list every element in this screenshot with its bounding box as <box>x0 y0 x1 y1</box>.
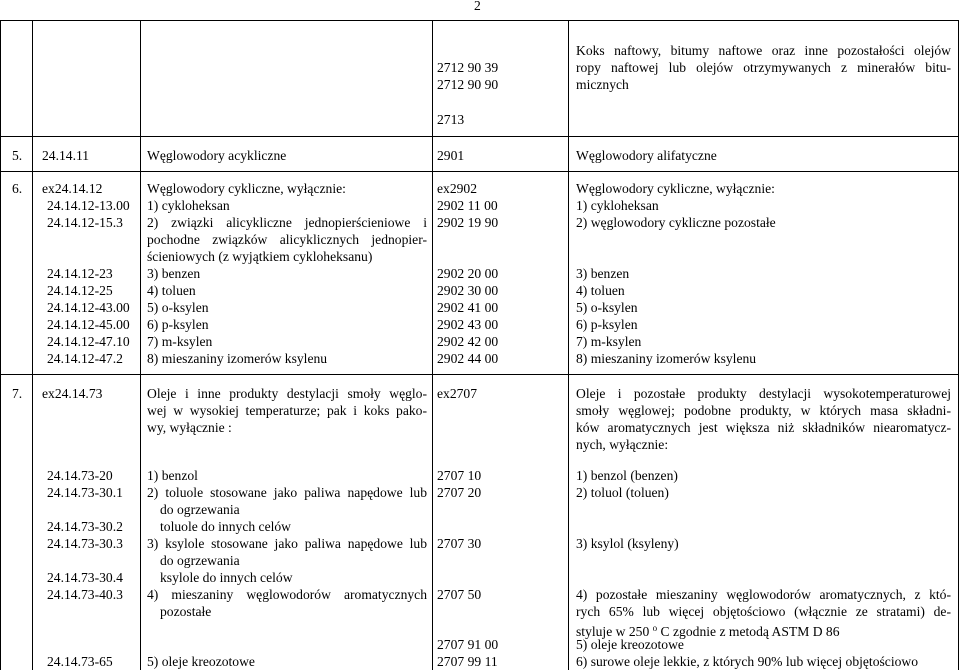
row-separator <box>0 136 959 137</box>
cn-description-line: ropy naftowej lub olejów otrzymywanych z minerałów bitu- <box>576 60 951 75</box>
cn-code: ex2902 <box>437 181 478 196</box>
col-divider-1 <box>0 20 1 670</box>
cn-code: ex2707 <box>437 386 478 401</box>
page-number: 2 <box>474 0 481 13</box>
product-name: 4) toluen <box>147 283 196 298</box>
cn-description: 5) oleje kreozotowe <box>576 637 684 652</box>
product-name: 3) benzen <box>147 266 201 281</box>
cn-description: 4) toluen <box>576 283 625 298</box>
pkwiu-code: 24.14.12-47.2 <box>47 351 123 366</box>
cn-description: ków aromatycznych jest większa niż składników niearomatycz- <box>576 420 951 435</box>
cn-code: 2707 20 <box>437 485 482 500</box>
product-name: pochodne związków alicyklicznych jednopier- <box>147 232 427 247</box>
row-separator <box>0 374 959 375</box>
product-name: 1) cykloheksan <box>147 198 230 213</box>
product-name: pozostałe <box>160 604 212 619</box>
col-divider-3 <box>140 20 141 670</box>
product-name: do ogrzewania <box>160 502 240 517</box>
cn-description: 6) p-ksylen <box>576 317 638 332</box>
product-name: ksylole do innych celów <box>160 570 293 585</box>
table-top-border <box>0 20 959 21</box>
cn-description-line: Koks naftowy, bitumy naftowe oraz inne pozostałości olejów <box>576 43 951 58</box>
product-name: Węglowodory cykliczne, wyłącznie: <box>147 181 346 196</box>
cn-code: 2707 50 <box>437 587 482 602</box>
cn-description: Oleje i pozostałe produkty destylacji wysokotemperaturowej <box>576 386 951 401</box>
cn-code: 2902 44 00 <box>437 351 499 366</box>
distill-text: C zgodnie z metodą ASTM D 86 <box>657 624 840 639</box>
row-number: 6. <box>12 181 23 196</box>
cn-description: nych, wyłącznie: <box>576 437 669 452</box>
row-separator <box>0 171 959 172</box>
col-divider-5 <box>568 20 569 670</box>
pkwiu-code: 24.14.11 <box>42 148 90 163</box>
pkwiu-code: 24.14.73-30.2 <box>47 519 123 534</box>
cn-description: 7) m-ksylen <box>576 334 642 349</box>
cn-description: 4) pozostałe mieszaniny węglowodorów aromatycznych, z któ- <box>576 587 951 602</box>
product-name: wy, wyłącznie : <box>147 420 232 435</box>
pkwiu-code: 24.14.73-20 <box>47 468 113 483</box>
pkwiu-code: 24.14.12-47.10 <box>47 334 130 349</box>
product-name: 4) mieszaniny węglowodorów aromatycznych <box>147 587 427 602</box>
pkwiu-code: 24.14.12-13.00 <box>47 198 130 213</box>
cn-description: 1) benzol (benzen) <box>576 468 678 483</box>
degree-superscript: o <box>652 623 658 633</box>
cn-description: rych 65% lub więcej objętościowo (włącznie ze stratami) de- <box>576 604 951 619</box>
cn-code: 2712 90 39 <box>437 60 499 75</box>
cn-description: Węglowodory alifatyczne <box>576 148 717 163</box>
cn-description: 2) węglowodory cykliczne pozostałe <box>576 215 776 230</box>
cn-code: 2707 99 11 <box>437 654 498 669</box>
product-name: 2) związki alicykliczne jednopierścieniowe i <box>147 215 427 230</box>
product-name: do ogrzewania <box>160 553 240 568</box>
cn-code: 2713 <box>437 112 465 127</box>
product-name: Węglowodory acykliczne <box>147 148 287 163</box>
distill-text: styluje w 250 <box>576 624 653 639</box>
cn-code: 2902 20 00 <box>437 266 499 281</box>
cn-code: 2902 30 00 <box>437 283 499 298</box>
cn-description: 3) benzen <box>576 266 630 281</box>
pkwiu-code: 24.14.12-15.3 <box>47 215 123 230</box>
cn-description-line: micznych <box>576 77 629 92</box>
product-name: 2) toluole stosowane jako paliwa napędowe lub <box>147 485 427 500</box>
pkwiu-code: 24.14.73-65 <box>47 654 113 669</box>
product-name: ścieniowych (z wyjątkiem cykloheksanu) <box>147 249 373 264</box>
col-divider-4 <box>432 20 433 670</box>
cn-code: 2902 19 90 <box>437 215 499 230</box>
product-name: 3) ksylole stosowane jako paliwa napędowe lub <box>147 536 427 551</box>
row-number: 7. <box>12 386 23 401</box>
product-name: 1) benzol <box>147 468 198 483</box>
cn-code: 2902 41 00 <box>437 300 499 315</box>
pkwiu-code: 24.14.12-25 <box>47 283 113 298</box>
pkwiu-code: ex24.14.12 <box>42 181 103 196</box>
product-name: Oleje i inne produkty destylacji smoły węglo- <box>147 386 427 401</box>
col-divider-2 <box>32 20 33 670</box>
cn-description: smoły węglowej; podobne produkty, w których masa składni- <box>576 403 951 418</box>
cn-description: 6) surowe oleje lekkie, z których 90% lub więcej objętościowo <box>576 654 919 669</box>
cn-description: 5) o-ksylen <box>576 300 638 315</box>
pkwiu-code: 24.14.73-30.1 <box>47 485 123 500</box>
cn-description: 1) cykloheksan <box>576 198 659 213</box>
pkwiu-code: 24.14.73-40.3 <box>47 587 123 602</box>
product-name: wej w wysokiej temperaturze; pak i koks pako- <box>147 403 427 418</box>
product-name: 5) o-ksylen <box>147 300 209 315</box>
cn-code: 2707 30 <box>437 536 482 551</box>
cn-description: Węglowodory cykliczne, wyłącznie: <box>576 181 775 196</box>
cn-description: 2) toluol (toluen) <box>576 485 669 500</box>
cn-code: 2707 91 00 <box>437 637 499 652</box>
product-name: 8) mieszaniny izomerów ksylenu <box>147 351 328 366</box>
product-name: toluole do innych celów <box>160 519 291 534</box>
product-name: 5) oleje kreozotowe <box>147 654 255 669</box>
cn-description: 8) mieszaniny izomerów ksylenu <box>576 351 757 366</box>
cn-code: 2902 42 00 <box>437 334 499 349</box>
cn-code: 2712 90 90 <box>437 77 499 92</box>
cn-code: 2902 11 00 <box>437 198 498 213</box>
pkwiu-code: 24.14.73-30.3 <box>47 536 123 551</box>
pkwiu-code: 24.14.73-30.4 <box>47 570 123 585</box>
pkwiu-code: 24.14.12-23 <box>47 266 113 281</box>
product-name: 6) p-ksylen <box>147 317 209 332</box>
row-number: 5. <box>12 148 23 163</box>
product-name: 7) m-ksylen <box>147 334 213 349</box>
pkwiu-code: 24.14.12-43.00 <box>47 300 130 315</box>
cn-code: 2901 <box>437 148 465 163</box>
pkwiu-code: ex24.14.73 <box>42 386 103 401</box>
cn-code: 2902 43 00 <box>437 317 499 332</box>
cn-code: 2707 10 <box>437 468 482 483</box>
cn-description: 3) ksylol (ksyleny) <box>576 536 679 551</box>
pkwiu-code: 24.14.12-45.00 <box>47 317 130 332</box>
